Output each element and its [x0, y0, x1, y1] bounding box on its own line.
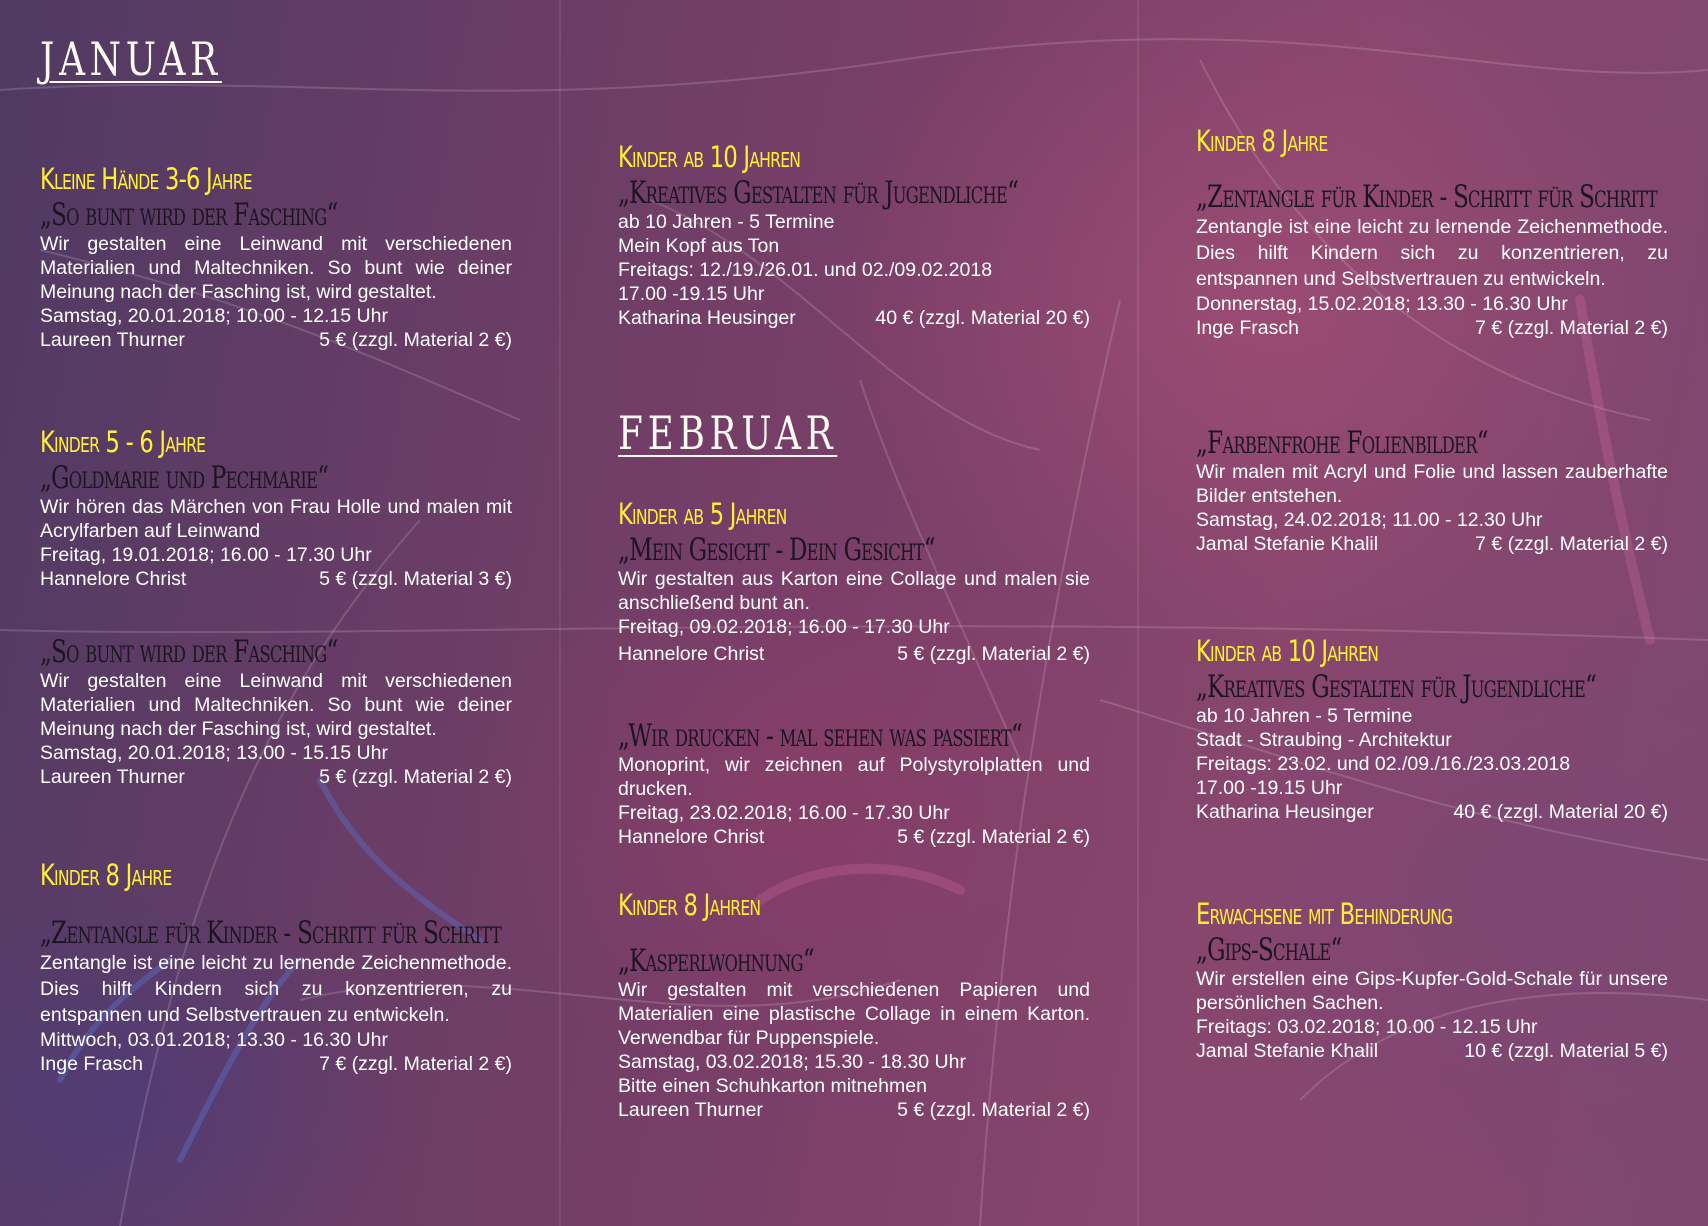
event-title: „So bunt wird der Fasching“: [40, 634, 338, 670]
event-date: Mittwoch, 03.01.2018; 13.30 - 16.30 Uhr: [40, 1029, 388, 1051]
event-date: Freitag, 23.02.2018; 16.00 - 17.30 Uhr: [618, 802, 950, 824]
event-card: [1196, 424, 1668, 556]
teacher-name: Inge Frasch: [1196, 317, 1299, 339]
event-footer: [1196, 316, 1668, 340]
event-footer: [40, 1052, 512, 1076]
event-description: Wir gestalten aus Karton eine Collage und malen sie anschließend bunt an.: [618, 568, 1090, 614]
teacher-name: Laureen Thurner: [40, 766, 185, 788]
teacher-name: Katharina Heusinger: [1196, 801, 1374, 823]
teacher-name: Laureen Thurner: [40, 329, 185, 351]
event-footer: [618, 642, 1090, 666]
age-group: Erwachsene mit Behinderung: [1196, 897, 1453, 931]
event-date: Freitag, 09.02.2018; 16.00 - 17.30 Uhr: [618, 616, 950, 638]
event-date: Samstag, 03.02.2018; 15.30 - 18.30 Uhr: [618, 1051, 966, 1073]
event-date: Freitag, 19.01.2018; 16.00 - 17.30 Uhr: [40, 544, 372, 566]
event-price: 10 € (zzgl. Material 5 €): [1464, 1040, 1668, 1062]
event-card: [618, 497, 1090, 666]
event-card: [618, 140, 1090, 330]
event-title: „Zentangle für Kinder - Schritt für Schritt: [1196, 179, 1658, 215]
teacher-name: Hannelore Christ: [618, 826, 765, 848]
event-date: Samstag, 20.01.2018; 13.00 - 15.15 Uhr: [40, 742, 388, 764]
event-footer: [618, 1098, 1090, 1122]
event-price: 5 € (zzgl. Material 3 €): [319, 568, 512, 590]
event-price: 5 € (zzgl. Material 2 €): [897, 1099, 1090, 1121]
teacher-name: Hannelore Christ: [618, 643, 765, 665]
event-note: Bitte einen Schuhkarton mitnehmen: [618, 1075, 927, 1097]
event-title: „Zentangle für Kinder - Schritt für Schritt: [40, 915, 502, 951]
event-price: 5 € (zzgl. Material 2 €): [897, 826, 1090, 848]
teacher-name: Laureen Thurner: [618, 1099, 763, 1121]
event-description: Zentangle ist eine leicht zu lernende Zeichenmethode. Dies hilft Kindern sich zu konzentrieren, zu entspannen und Selbstvertrauen zu entwickeln.: [1196, 216, 1668, 290]
event-info-line: Freitags: 23.02. und 02./09./16./23.03.2018: [1196, 753, 1571, 775]
event-card: [618, 888, 1090, 1122]
event-info-line: Freitags: 12./19./26.01. und 02./09.02.2018: [618, 259, 993, 281]
event-info-line: 17.00 -19.15 Uhr: [618, 283, 765, 305]
age-group: Kleine Hände 3-6 Jahre: [40, 162, 252, 196]
event-date: Donnerstag, 15.02.2018; 13.30 - 16.30 Uhr: [1196, 293, 1568, 315]
event-title: „So bunt wird der Fasching“: [40, 197, 338, 233]
event-info-line: Mein Kopf aus Ton: [618, 235, 780, 257]
event-info-line: ab 10 Jahren - 5 Termine: [1196, 705, 1413, 727]
event-footer: [40, 328, 512, 352]
teacher-name: Katharina Heusinger: [618, 307, 796, 329]
teacher-name: Jamal Stefanie Khalil: [1196, 533, 1379, 555]
event-card: [40, 858, 512, 1076]
event-price: 5 € (zzgl. Material 2 €): [319, 766, 512, 788]
event-price: 5 € (zzgl. Material 2 €): [319, 329, 512, 351]
event-price: 5 € (zzgl. Material 2 €): [897, 643, 1090, 665]
event-title: „Goldmarie und Pechmarie“: [40, 460, 329, 496]
event-info-line: 17.00 -19.15 Uhr: [1196, 777, 1343, 799]
teacher-name: Inge Frasch: [40, 1053, 143, 1075]
event-card: [1196, 124, 1668, 340]
event-title: „Kreatives Gestalten für Jugendliche“: [618, 175, 1019, 211]
event-info-line: Stadt - Straubing - Architektur: [1196, 729, 1452, 751]
event-card: [40, 425, 512, 591]
event-title: „Wir drucken - mal sehen was passiert“: [618, 718, 1023, 754]
age-group: Kinder 8 Jahre: [1196, 124, 1328, 158]
age-group: Kinder 5 - 6 Jahre: [40, 425, 206, 459]
event-title: „Mein Gesicht - Dein Gesicht“: [618, 532, 935, 568]
event-description: Wir gestalten eine Leinwand mit verschiedenen Materialien und Maltechniken. So bunt wie deiner Meinung nach der Fasching ist, wird gestaltet.: [40, 233, 512, 303]
event-card: [1196, 897, 1668, 1063]
event-footer: [618, 306, 1090, 330]
event-description: Monoprint, wir zeichnen auf Polystyrolplatten und drucken.: [618, 754, 1090, 800]
event-card: [40, 633, 512, 789]
event-card: [618, 717, 1090, 849]
age-group: Kinder 8 Jahren: [618, 888, 761, 922]
age-group: Kinder ab 10 Jahren: [1196, 634, 1379, 668]
event-date: Samstag, 24.02.2018; 11.00 - 12.30 Uhr: [1196, 509, 1543, 531]
event-price: 40 € (zzgl. Material 20 €): [875, 307, 1090, 329]
event-price: 7 € (zzgl. Material 2 €): [319, 1053, 512, 1075]
event-description: Wir hören das Märchen von Frau Holle und malen mit Acrylfarben auf Leinwand: [40, 496, 512, 542]
event-card: [1196, 634, 1668, 824]
age-group: Kinder ab 10 Jahren: [618, 140, 801, 174]
event-footer: [1196, 532, 1668, 556]
event-footer: [40, 765, 512, 789]
event-price: 7 € (zzgl. Material 2 €): [1475, 317, 1668, 339]
event-date: Freitags: 03.02.2018; 10.00 - 12.15 Uhr: [1196, 1016, 1538, 1038]
event-description: Zentangle ist eine leicht zu lernende Zeichenmethode. Dies hilft Kindern sich zu konzentrieren, zu entspannen und Selbstvertrauen zu entwickeln.: [40, 952, 512, 1026]
event-title: „Gips-Schale“: [1196, 932, 1342, 968]
event-footer: [40, 567, 512, 591]
event-description: Wir erstellen eine Gips-Kupfer-Gold-Schale für unsere persönlichen Sachen.: [1196, 968, 1668, 1014]
event-description: Wir gestalten eine Leinwand mit verschiedenen Materialien und Maltechniken. So bunt wie deiner Meinung nach der Fasching ist, wird gestaltet.: [40, 670, 512, 740]
event-title: „Farbenfrohe Folienbilder“: [1196, 425, 1488, 461]
event-title: „Kreatives Gestalten für Jugendliche“: [1196, 669, 1597, 705]
event-footer: [1196, 1039, 1668, 1063]
event-description: Wir gestalten mit verschiedenen Papieren und Materialien eine plastische Collage in einem Karton. Verwendbar für Puppenspiele.: [618, 979, 1090, 1049]
teacher-name: Jamal Stefanie Khalil: [1196, 1040, 1379, 1062]
event-date: Samstag, 20.01.2018; 10.00 - 12.15 Uhr: [40, 305, 388, 327]
teacher-name: Hannelore Christ: [40, 568, 187, 590]
event-info-line: ab 10 Jahren - 5 Termine: [618, 211, 835, 233]
event-footer: [1196, 800, 1668, 824]
event-price: 40 € (zzgl. Material 20 €): [1453, 801, 1668, 823]
event-title: „Kasperlwohnung“: [618, 943, 814, 979]
event-footer: [618, 825, 1090, 849]
event-price: 7 € (zzgl. Material 2 €): [1475, 533, 1668, 555]
event-description: Wir malen mit Acryl und Folie und lassen zauberhafte Bilder entstehen.: [1196, 461, 1668, 507]
month-heading: FEBRUAR: [618, 406, 838, 460]
event-card: [40, 162, 512, 352]
age-group: Kinder 8 Jahre: [40, 858, 172, 892]
age-group: Kinder ab 5 Jahren: [618, 497, 787, 531]
month-heading: JANUAR: [40, 32, 222, 86]
